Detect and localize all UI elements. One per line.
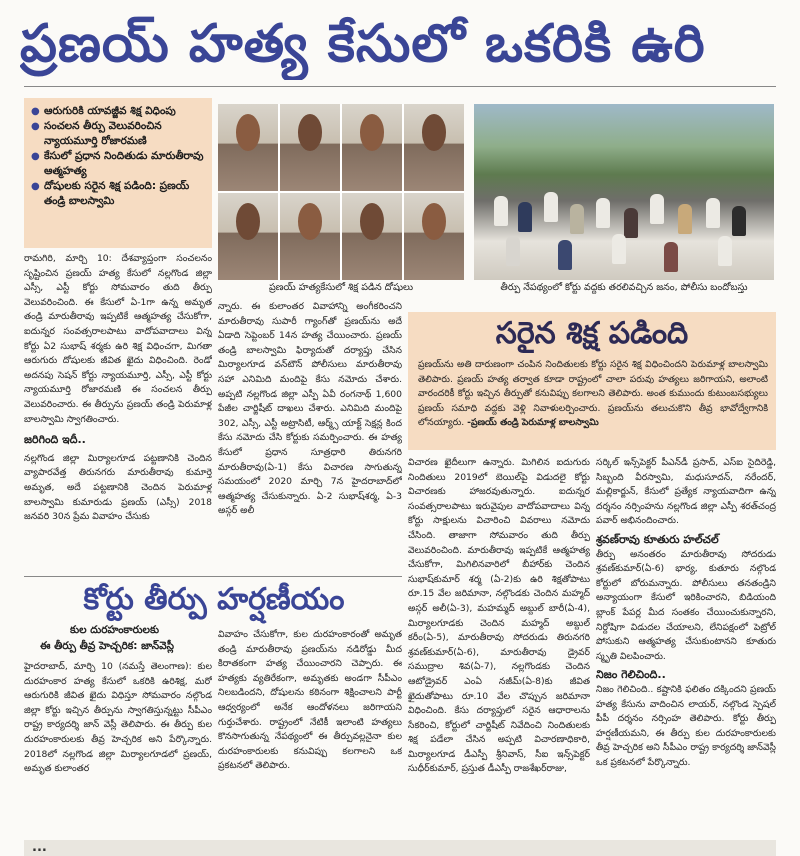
quote-box	[408, 312, 776, 450]
article-paragraph: నల్లగొండ జిల్లా మిర్యాలగూడ పట్టణానికి చెందిన వ్యాపారవేత్త తిరునగరు మారుతీరావు కుమార్తె అమృత, అదే పట్టణానికి చెందిన పెరుమాళ్ల బాలస్వామి కుమారుడు ప్రణయ్ (ఎస్సీ) 2018 జనవరి 30న ప్రేమ వివాహం చేసుకు	[24, 452, 212, 523]
court-column-b	[218, 628, 402, 836]
article-paragraph: నిజం గెలిచింది.. కష్టానికి ఫలితం దక్కిందని ప్రణయ్ హత్య కేసును వాదించిన లాయర్, నల్గొండ స్పెషల్ పీపీ దర్శనం నర్సింహ తెలిపారు. కోర్టు తీర్పు హర్షణీయమని, ఈ తీర్పు కుల దురహంకారులకు తీవ్ర హెచ్చరిక అని సీపీఎం రాష్ట్ర కార్యదర్శి జాన్‌వెస్లీ ఒక ప్రకటనలో పేర్కొన్నారు.	[596, 683, 776, 768]
convict-photo	[218, 104, 278, 191]
article-column-4	[596, 456, 776, 836]
court-subhead-2: ఈ తీర్పు తీవ్ర హెచ్చరిక: జాన్‌వెస్లీ	[40, 640, 174, 652]
article-paragraph: న్నారు. ఈ కులాంతర వివాహాన్ని అంగీకరించని మారుతీరావు సుపారీ గ్యాంగ్‌తో ప్రణయ్‌ను అదే ఏడాది సెప్టెంబర్ 14న హత్య చేయించారు. ప్రణయ్ తండ్రి బాలస్వామి ఫిర్యాదుతో దర్యాప్తు చేసిన మిర్యాలగూడ వన్‌టౌన్ పోలీసులు మారుతీరావు సహా ఎనిమిది మందిపై కేసు నమోదు చేశారు. అప్పటి నల్లగొండ జిల్లా ఎస్పీ ఏవీ రంగనాథ్ 1,600 పేజీల చార్జిషీట్ దాఖలు చేశారు. ఎనిమిది మందిపై 302, ఎస్సీ, ఎస్టీ అట్రాసిటీ, ఆర్మ్స్ యాక్ట్ సెక్షన్ల కింద కేసు నమోదు చేసి కోర్టుకు సమర్పించారు. ఈ హత్య కేసులో ప్రధాన సూత్రధారి తిరునగరి మారుతీరావు(ఏ-1) కేసు విచారణ సాగుతున్న సమయంలో 2020 మార్చి 7న హైదరాబాద్‌లో ఆత్మహత్య చేసుకున్నారు. ఏ-2 సుభాష్‌శర్మ, ఏ-3 అస్గర్ అలీ	[218, 301, 402, 517]
section-subhead: జరిగింది ఇదీ..	[24, 433, 86, 447]
headline: ప్రణయ్ హత్య కేసులో ఒకరికి ఉరి	[20, 14, 706, 74]
article-column-3	[408, 456, 590, 836]
highlights-box	[24, 98, 212, 248]
article-paragraph: హైదరాబాద్, మార్చి 10 (నమస్తే తెలంగాణ): కుల దురహంకార హత్య కేసులో ఒకరికి ఉరిశిక్ష, మరో ఆరుగురికి జీవిత ఖైదు విధిస్తూ సోమవారం నల్గొండ జిల్లా కోర్టు ఇచ్చిన తీర్పును స్వాగతిస్తున్నట్టు సీపీఎం రాష్ట్ర కార్యదర్శి జాన్ వెస్లీ తెలిపారు. ఈ తీర్పు కుల దురహంకారులకు తీవ్ర హెచ్చరిక అని పేర్కొన్నారు. 2018లో నల్లగొండ జిల్లా మిర్యాలగూడలో ప్రణయ్, అమృత కులాంతర	[24, 661, 212, 775]
article-column-1	[24, 252, 212, 574]
highlight-item: ● ఆరుగురికి యావజ్జీవ శిక్ష విధింపు	[44, 104, 208, 119]
convict-photo	[280, 104, 340, 191]
article-column-2	[218, 300, 402, 570]
convict-photo	[404, 104, 464, 191]
next-article-text: ...	[32, 840, 47, 855]
article-paragraph: విచారణ ఖైదీలుగా ఉన్నారు. మిగిలిన ఐదుగురు నిందితులు 2019లో బెయిల్‌పై విడుదలై కోర్టు విచారణకు హాజరవుతున్నారు. ఐదున్నర సంవత్సరాలపాటు ఇరువైపుల వాదోపవాదాలు విన్న కోర్టు సాక్షులను విచారించి వివరాలు నమోదు చేసింది. తాజాగా సోమవారం తుది తీర్పు వెలువరించింది. మారుతీరావు ఇప్పటికే ఆత్మహత్య చేసుకోగా, మిగిలినవారిలో బీహార్‌కు చెందిన సుభాష్‌కుమార్ శర్మ (ఏ-2)కు ఉరి శిక్షతోపాటు రూ.15 వేల జరిమానా, నల్గొండకు చెందిన మహ్మద్ అస్గర్ అలీ(ఏ-3), మహమ్మద్ అబ్దుల్ బారీ(ఏ-4), మిర్యాలగూడకు చెందిన మహ్మద్ అబ్దుల్ కరీం(ఏ-5), మారుతీరావు సోదరుడు తిరునగరి శ్రవణ్‌కుమార్(ఏ-6), మారుతీరావు డ్రైవర్ సముద్రాల శివ(ఏ-7), నల్లగొండకు చెందిన ఆటోడ్రైవర్ ఎంఏ నజీమ్(ఏ-8)కు జీవిత ఖైదుతోపాటు రూ.10 వేల చొప్పున జరిమానా విధించింది. కేసు దర్యాప్తులో సరైన ఆధారాలను సేకరించి, కోర్టులో చార్జిషీట్ నివేదించి నిందితులకు శిక్ష పడేలా చేసిన అప్పటి విచారణాధికారి, మిర్యాలగూడ డీఎస్పీ శ్రీనివాస్, సీఐ ఇన్స్‌పెక్టర్ సుధీర్‌కుమార్, ప్రస్తుత డీఎస్పీ రాజశేఖర్‌రాజు,	[408, 457, 590, 775]
convict-photo	[218, 193, 278, 280]
article-lead: రామగిరి, మార్చి 10: దేశవ్యాప్తంగా సంచలనం సృష్టించిన ప్రణయ్ హత్య కేసులో నల్లగొండ జిల్లా ఎస్సీ, ఎస్టీ కోర్టు సోమవారం తుది తీర్పు వెలువరించింది. ఈ కేసులో ఏ-1గా ఉన్న అమృత తండ్రి మారుతీరావు ఇప్పటికే ఆత్మహత్య చేసుకోగా, ఐదున్నర సంవత్సరాలపాటు వాదోపవాదాలు విన్న కోర్టు ఏ2 సుభాష్ శర్మకు ఉరి శిక్ష విధించగా, మిగతా ఆరుగురు దోషులకు జీవిత ఖైదు విధించింది. రెండో అదనపు సెషన్ కోర్టు న్యాయమూర్తి, ఎస్సీ, ఎస్టీ కోర్టు న్యాయమూర్తి రోజారమణి ఈ సంచలన తీర్పు వెలువరించారు. ఈ తీర్పును ప్రణయ్ తండ్రి పెరుమాళ్ల బాలస్వామి స్వాగతించారు.	[24, 253, 212, 425]
convict-photo	[342, 104, 402, 191]
quote-text: ప్రణయ్‌ను అతి దారుణంగా చంపిన నిందితులకు కోర్టు సరైన శిక్ష విధించిందని పెరుమాళ్ల బాలస్వామి తెలిపారు. ప్రణయ్ హత్య తర్వాత కూడా రాష్ట్రంలో చాలా పరువు హత్యలు జరిగాయని, అలాంటి వారందరికీ కోర్టు ఇచ్చిన తీర్పుతో కనువిప్పు కలగాలని తెలిపారు. అంత కుముందు కుటుంబసభ్యులు ప్రణయ్ సమాధి వద్దకు వెళ్లి నివాళులర్పించారు. ప్రణయ్‌ను తలుచుకొని తీవ్ర భావోద్వేగానికి లోనయ్యారు.	[418, 359, 768, 429]
next-article-strip	[24, 840, 776, 856]
article-paragraph: వివాహం చేసుకోగా, కుల దురహంకారంతో అమృత తండ్రి మారుతీరావు ప్రణయ్‌ను నడిరోడ్డు మీద కిరాతకంగా హత్య చేయించారని చెప్పారు. ఈ హత్యకు వ్యతిరేకంగా, అమృతకు అండగా సీపీఎం నిలబడిందని, దోషులను కఠినంగా శిక్షించాలని పార్టీ ఆధ్వర్యంలో అనేక ఆందోళనలు జరిగాయని గుర్తుచేశారు. రాష్ట్రంలో నేటికీ ఇలాంటి హత్యలు కొనసాగుతున్న నేపథ్యంలో ఈ తీర్పువల్లనైనా కుల దురహంకారులకు కనువిప్పు కలగాలని ఒక ప్రకటనలో తెలిపారు.	[218, 629, 402, 772]
convict-photo	[404, 193, 464, 280]
court-verdict-title: కోర్టు తీర్పు హర్షణీయం	[24, 578, 404, 622]
convict-photo	[280, 193, 340, 280]
court-title-rule	[24, 576, 402, 577]
highlight-item: ● కేసులో ప్రధాన నిందితుడు మారుతీరావు ఆత్మహత్య	[44, 149, 208, 179]
highlight-item: ● దోషులకు సరైన శిక్ష పడింది: ప్రణయ్ తండ్రి బాలస్వామి	[44, 179, 208, 209]
article-paragraph: తీర్పు అనంతరం మారుతీరావు సోదరుడు శ్రవణ్‌కుమార్(ఏ-6) భార్య, కుతూరు నల్గొండ కోర్టులో బోరుమన్నారు. పోలీసులు తనతండ్రిని అన్యాయంగా కేసులో ఇరికించారని, బిడియంది బ్లాంక్ పేపర్ల మీద సంతకం చేయించుకున్నారని, నిర్దోషిగా విడుదల చేయాలని, లేనిపక్షంలో పెట్రోల్ పోసుకుని ఆత్మహత్య చేసుకుంటానని కూతురు స్మృతి విలపించారు.	[596, 548, 776, 662]
headline-rule	[24, 86, 776, 87]
highlight-item: ● సంచలన తీర్పు వెలువరించిన న్యాయమూర్తి రోజారమణి	[44, 119, 208, 149]
quote-signature: -ప్రణయ్ తండ్రి పెరుమాళ్ల బాలస్వామి	[467, 417, 599, 429]
article-paragraph: సర్కిల్ ఇన్స్‌పెక్టర్ పీఎన్‌డీ ప్రసాద్, ఎస్‌ఐ సైదిరెడ్డి, సిబ్బంది వీరస్వామి, మధుసూదన్, నరేందర్, మల్లికార్జున్, కేసులో ప్రత్యేక న్యాయవాదిగా ఉన్న దర్శనం నర్సింహను నల్లగొండ జిల్లా ఎస్పీ శరత్‌చంద్ర పవార్ అభినందించారు.	[596, 457, 776, 527]
quote-box-text	[418, 358, 768, 431]
section-subhead: శ్రవణ్‌రావు కూతురు హల్‌చల్	[596, 532, 719, 546]
court-column-a	[24, 660, 212, 836]
section-subhead: నిజం గెలిచింది..	[596, 668, 666, 682]
convicts-caption: ప్రణయ్ హత్యకేసులో శిక్ష పడిన దోషులు	[268, 282, 414, 293]
quote-box-title: సరైన శిక్ష పడింది	[495, 316, 689, 351]
convict-photo	[342, 193, 402, 280]
court-subhead-1: కుల దురహంకారులకు	[70, 624, 160, 636]
crowd-caption: తీర్పు నేపథ్యంలో కోర్టు వద్దకు తరలివచ్చిన జనం, పోలీసు బందోబస్తు	[500, 282, 748, 293]
crowd-photo	[474, 104, 774, 280]
convicts-photo-grid	[218, 104, 464, 280]
